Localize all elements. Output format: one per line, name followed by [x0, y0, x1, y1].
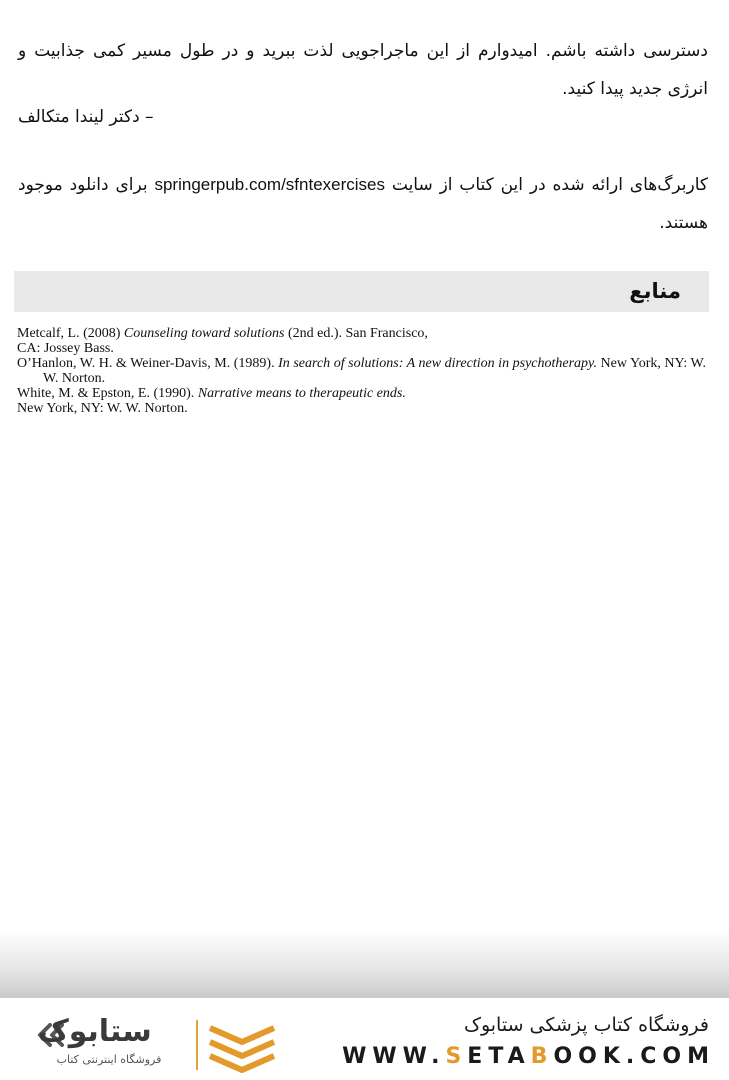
references-title: منابع — [629, 279, 681, 303]
store-url-accent1: S — [445, 1044, 468, 1069]
footer-divider — [196, 1020, 198, 1070]
worksheets-text-after: برای دانلود موجود هستند. — [18, 175, 708, 233]
reference-item — [17, 356, 706, 386]
store-title: فروشگاه کتاب پزشکی ستابوک — [463, 1014, 709, 1036]
worksheets-text-before: کاربرگ‌های ارائه شده در این کتاب از سایت — [391, 175, 709, 195]
store-website[interactable] — [342, 1042, 715, 1072]
intro-paragraph-text: دسترسی داشته باشم. امیدوارم از این ماجراجویی لذت ببرید و در طول مسیر کمی جذابیت و انرژی جدید پیدا کنید. — [18, 41, 708, 99]
ref1-publisher: CA: Jossey Bass. — [17, 341, 114, 356]
store-url-part2: ETA — [467, 1044, 531, 1069]
ref2-publisher: New York, NY: W. W. Norton. — [43, 356, 706, 386]
worksheets-url[interactable]: springerpub.com/sfntexercises — [154, 175, 386, 194]
ref2-title: In search of solutions: A new direction in psychotherapy. — [278, 356, 597, 371]
reference-item — [17, 386, 706, 401]
reference-item-continuation — [17, 401, 706, 416]
ref1-edition: (2nd ed.). San Francisco, — [284, 326, 428, 341]
ref2-authors: O’Hanlon, W. H. & Weiner-Davis, M. (1989). — [17, 356, 279, 371]
store-url-part1: WWW. — [342, 1044, 446, 1069]
reference-item-continuation — [17, 341, 706, 356]
page-bottom-shadow — [0, 930, 729, 1000]
ref1-title: Counseling toward solutions — [123, 326, 285, 341]
ref3-title: Narrative means to therapeutic ends. — [197, 386, 406, 401]
author-signature — [18, 100, 708, 134]
worksheets-paragraph — [18, 166, 708, 242]
chevron-stack-icon — [206, 1022, 278, 1074]
store-url-accent2: B — [530, 1044, 554, 1069]
intro-paragraph — [18, 32, 708, 108]
store-logo-wordmark: ستابوک — [38, 1014, 152, 1049]
reference-item — [17, 326, 706, 341]
ref3-authors: White, M. & Epston, E. (1990). — [17, 386, 198, 401]
store-footer — [0, 998, 729, 1080]
references-section-header — [14, 271, 709, 312]
author-signature-text: – دکتر لیندا متکالف — [18, 107, 154, 127]
references-list — [17, 326, 706, 416]
ref3-publisher: New York, NY: W. W. Norton. — [17, 401, 188, 416]
store-url-part3: OOK.COM — [553, 1044, 715, 1069]
ref1-authors: Metcalf, L. (2008) — [17, 326, 124, 341]
store-logo-subtitle: فروشگاه اینترنتی کتاب — [56, 1053, 162, 1066]
